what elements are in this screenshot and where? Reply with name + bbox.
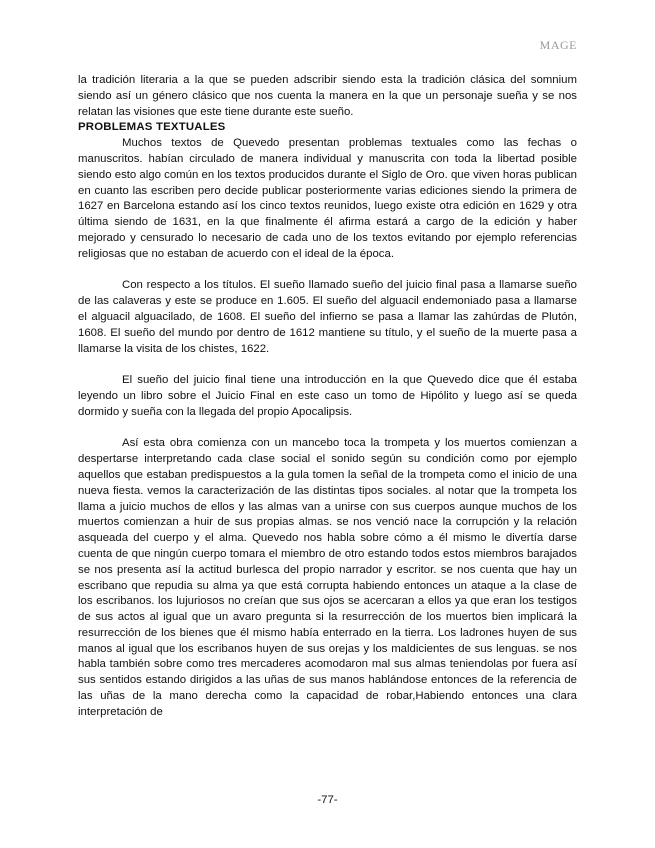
paragraph-titles: Con respecto a los títulos. El sueño llamado sueño del juicio final pasa a llamarse sueño de las calaveras y este se produce en 1.605. El sueño del alguacil endemoniado pasa a llamarse el alguacil alguacilado, de 1608. El sueño del infierno se pasa a llamar las zahúrdas de Plutón, 1608. El sueño del mundo por dentro de 1612 mantiene su título, y el sueño de la muerte pasa a llamarse la visita de los chistes, 1622. [78,279,577,355]
paragraph-trumpet: Así esta obra comienza con un mancebo toca la trompeta y los muertos comienzan a despertarse interpretando cada clase social el sonido según su condición como por ejemplo aquellos que estaban predispuestos a la gula tomen la señal de la trompeta como el inicio de una nueva fiesta. vemos la caracterización de las distintas tipos sociales. al notar que la trompeta los llama a juicio muchos de ellos y las almas van a unirse con sus cuerpos aunque muchos de los muertos comienzan a huir de sus propias almas. se nos venció nace la corrupción y la relación asqueada del cuerpo y el alma. Quevedo nos habla sobre cómo a él mismo le divertía darse cuenta de que ningún cuerpo tomara el miembro de otro estando todos estos miembros barajados se nos presenta así la actitud burlesca del propio narrador y escritor. se nos cuenta que hay un escribano que repudia su alma ya que está corrupta habiendo entonces un ataque a la clase de los escribanos. los lujuriosos no creían que sus ojos se acercaran a ellos ya que eran los testigos de sus actos al igual que un avaro pregunta si la resurrección de los muertos bien implicará la resurrección de los bienes que él mismo había enterrado en la tierra. Los ladrones huyen de sus manos al igual que los escribanos huyen de sus orejas y los maldicientes de sus lenguas. se nos habla también sobre como tres mercaderes acomodaron mal sus almas teniendolas por fuera así sus sentidos estando dirigidos a las uñas de sus manos hablándose entonces de la referencia de las uñas de la mano derecha como la capacidad de robar,Habiendo entonces una clara interpretación de [78,437,577,718]
page-body [78,73,577,721]
running-header: MAGE [539,38,577,52]
paragraph-textual-problems: Muchos textos de Quevedo presentan problemas textuales como las fechas o manuscritos. habían circulado de manera individual y manuscrita con toda la libertad posible siendo esto algo común en los textos producidos durante el Siglo de Oro. que viven horas publican en cuanto las escriben pero decide publicar posteriormente varias ediciones siendo la primera de 1627 en Barcelona estando así los cinco textos reunidos, luego existe otra edición en 1629 y otra última siendo de 1631, en la que finalmente él afirma estará a cargo de la edición y haber mejorado y censurado lo necesario de cada uno de los textos evitando por ejemplo referencias religiosas que no estaban de acuerdo con el ideal de la época. [78,137,577,260]
intro-paragraph: la tradición literaria a la que se pueden adscribir siendo esta la tradición clásica del somnium siendo así un género clásico que nos cuenta la manera en la que un personaje sueña y se nos relatan las visiones que este tiene durante este sueño. [78,74,577,118]
paragraph-juicio-final: El sueño del juicio final tiene una introducción en la que Quevedo dice que él estaba leyendo un libro sobre el Juicio Final en este caso un tomo de Hipólito y luego así se queda dormido y sueña con la llegada del propio Apocalipsis. [78,374,577,418]
section-heading: PROBLEMAS TEXTUALES [78,121,226,134]
page-number: -77- [317,794,338,806]
